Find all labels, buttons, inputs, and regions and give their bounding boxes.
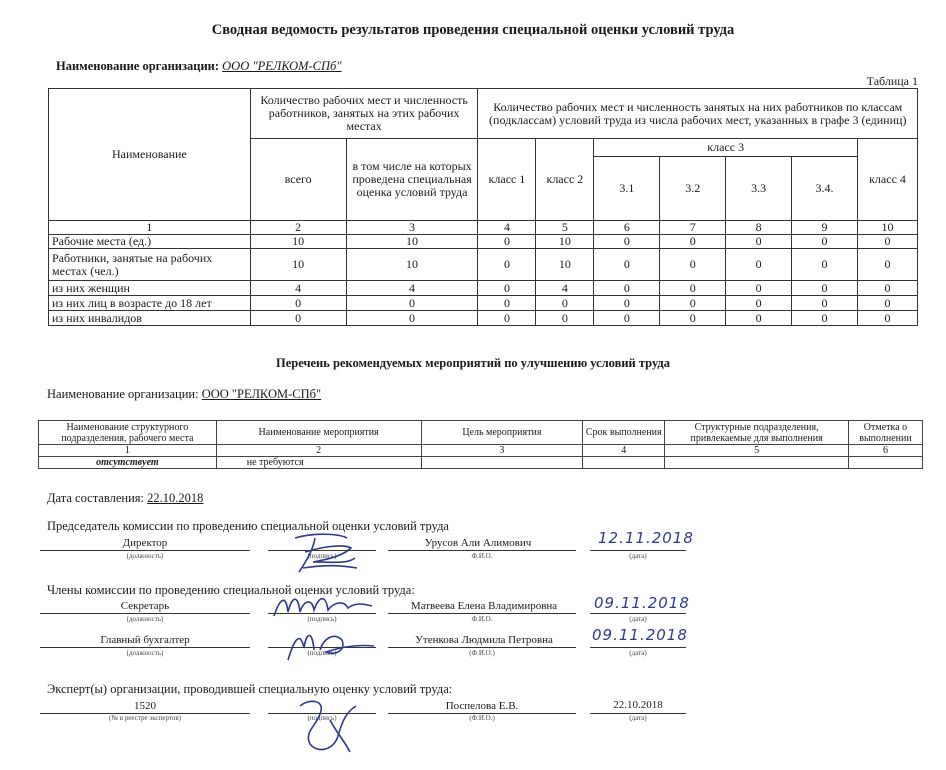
cell: 0	[726, 296, 792, 311]
member-date: 09.11.2018	[594, 594, 690, 612]
caption: Ф.И.О.	[471, 615, 493, 623]
cell: 0	[857, 311, 917, 326]
date-value: 22.10.2018	[147, 491, 204, 505]
table-row	[39, 457, 923, 469]
cell: 0	[536, 296, 594, 311]
expert-signature	[290, 692, 370, 760]
organization-label: Наименование организации:	[56, 59, 220, 73]
cell: 0	[478, 311, 536, 326]
cell: 0	[594, 311, 660, 326]
caption: (№ в реестре экспертов)	[108, 714, 181, 722]
cell	[583, 457, 665, 469]
cell: не требуются	[216, 457, 421, 469]
measures-header-mark: Отметка о выполнении	[848, 421, 922, 445]
cell: отсутствует	[39, 457, 217, 469]
member-signature	[280, 620, 380, 664]
header-class3-4: 3.4.	[792, 157, 858, 221]
member-fio: Матвеева Елена Владимировна	[410, 600, 558, 612]
header-name-cell: Наименование	[49, 89, 251, 221]
col-number: 4	[583, 445, 665, 457]
table-row	[49, 249, 918, 281]
cell: 0	[726, 235, 792, 249]
organization-value-2: ООО "РЕЛКОМ-СПб"	[201, 387, 322, 401]
member-signature	[268, 588, 378, 622]
header-class2: класс 2	[536, 139, 594, 221]
cell: 0	[250, 296, 346, 311]
col-number: 8	[726, 221, 792, 235]
header-class1: класс 1	[478, 139, 536, 221]
cell	[421, 457, 583, 469]
row-label: из них инвалидов	[49, 311, 251, 326]
cell: 0	[726, 311, 792, 326]
measures-table	[38, 420, 923, 469]
measures-header-unit: Наименование структурного подразделения, рабочего места	[39, 421, 217, 445]
cell: 0	[478, 281, 536, 296]
member-position: Главный бухгалтер	[100, 634, 190, 646]
col-number: 9	[792, 221, 858, 235]
col-number: 1	[49, 221, 251, 235]
cell: 0	[792, 235, 858, 249]
caption: (должность)	[126, 552, 164, 560]
summary-table-body	[48, 88, 918, 326]
caption: (подпись)	[307, 649, 337, 657]
cell: 10	[536, 235, 594, 249]
caption: (должность)	[126, 615, 164, 623]
col-number: 1	[39, 445, 217, 457]
col-number: 5	[536, 221, 594, 235]
member-position: Секретарь	[120, 600, 170, 612]
cell: 4	[250, 281, 346, 296]
caption: (дата)	[629, 552, 647, 560]
cell: 0	[478, 249, 536, 281]
caption: (дата)	[629, 615, 647, 623]
header-count-cell: Количество рабочих мест и численность работников, занятых на этих рабочих местах	[250, 89, 478, 139]
expert-fio: Поспелова Е.В.	[445, 700, 519, 712]
member-date: 09.11.2018	[592, 626, 688, 644]
cell: 0	[660, 281, 726, 296]
col-number: 4	[478, 221, 536, 235]
cell: 0	[660, 311, 726, 326]
organization-line-2	[47, 387, 321, 402]
header-classes-cell: Количество рабочих мест и численность занятых на них работников по классам (подклассам) условий труда из числа рабочих мест, указанных в графе 3 (единиц)	[478, 89, 918, 139]
cell: 0	[857, 281, 917, 296]
header-class3-3: 3.3	[726, 157, 792, 221]
cell: 0	[792, 296, 858, 311]
caption: (подпись)	[307, 714, 337, 722]
chair-signature	[285, 528, 365, 576]
organization-label-2: Наименование организации:	[47, 387, 199, 401]
chair-date: 12.11.2018	[598, 529, 694, 547]
cell	[848, 457, 922, 469]
col-number: 2	[250, 221, 346, 235]
table-row	[49, 296, 918, 311]
expert-registry: 1520	[134, 700, 156, 712]
organization-line	[56, 59, 342, 74]
header-class3-2: 3.2	[660, 157, 726, 221]
header-class4: класс 4	[857, 139, 917, 221]
cell: 0	[250, 311, 346, 326]
caption: (Ф.И.О.)	[469, 714, 495, 722]
cell: 0	[660, 235, 726, 249]
header-incl-cell: в том числе на которых проведена специальная оценка условий труда	[346, 139, 478, 221]
cell: 0	[594, 281, 660, 296]
row-label: из них лиц в возрасте до 18 лет	[49, 296, 251, 311]
row-label: Работники, занятые на рабочих местах (чел.)	[49, 249, 251, 281]
header-total-cell: всего	[250, 139, 346, 221]
cell: 10	[536, 249, 594, 281]
table-row	[49, 281, 918, 296]
cell: 0	[536, 311, 594, 326]
measures-header-term: Срок выполнения	[583, 421, 665, 445]
table-row	[49, 311, 918, 326]
cell: 0	[594, 249, 660, 281]
cell: 10	[250, 235, 346, 249]
cell: 10	[250, 249, 346, 281]
date-label: Дата составления:	[47, 491, 144, 505]
measures-header-goal: Цель мероприятия	[421, 421, 583, 445]
col-number: 2	[216, 445, 421, 457]
measures-header-departments: Структурные подразделения, привлекаемые для выполнения	[665, 421, 849, 445]
cell: 0	[792, 249, 858, 281]
col-number: 10	[857, 221, 917, 235]
cell: 0	[478, 296, 536, 311]
caption: (Ф.И.О.)	[469, 649, 495, 657]
document-title: Сводная ведомость результатов проведения специальной оценки условий труда	[211, 22, 735, 38]
member-fio: Утенкова Людмила Петровна	[415, 634, 553, 646]
col-number: 5	[665, 445, 849, 457]
cell: 0	[594, 296, 660, 311]
date-line	[47, 491, 203, 506]
expert-date: 22.10.2018	[613, 699, 663, 711]
chair-fio: Урусов Али Алимович	[424, 537, 532, 549]
cell	[665, 457, 849, 469]
col-number: 6	[594, 221, 660, 235]
col-number: 6	[848, 445, 922, 457]
cell: 4	[536, 281, 594, 296]
cell: 0	[792, 311, 858, 326]
cell: 0	[346, 311, 478, 326]
col-number: 3	[346, 221, 478, 235]
organization-value: ООО "РЕЛКОМ-СПб"	[222, 59, 342, 73]
measures-header-name: Наименование мероприятия	[216, 421, 421, 445]
row-label: Рабочие места (ед.)	[49, 235, 251, 249]
table-row	[49, 235, 918, 249]
expert-title: Эксперт(ы) организации, проводившей специальную оценку условий труда:	[47, 682, 453, 696]
chair-title: Председатель комиссии по проведению специальной оценки условий труда	[47, 519, 449, 533]
cell: 4	[346, 281, 478, 296]
chair-position: Директор	[122, 537, 168, 549]
cell: 0	[726, 249, 792, 281]
cell: 0	[478, 235, 536, 249]
col-number: 7	[660, 221, 726, 235]
cell: 0	[857, 249, 917, 281]
cell: 0	[660, 249, 726, 281]
caption: (подпись)	[307, 552, 337, 560]
caption: (подпись)	[307, 615, 337, 623]
cell: 0	[726, 281, 792, 296]
cell: 0	[792, 281, 858, 296]
caption: Ф.И.О.	[471, 552, 493, 560]
row-label: из них женщин	[49, 281, 251, 296]
table-caption: Таблица 1	[866, 74, 918, 88]
header-class3-1: 3.1	[594, 157, 660, 221]
cell: 0	[857, 296, 917, 311]
header-class3: класс 3	[594, 139, 858, 157]
cell: 0	[660, 296, 726, 311]
caption: (дата)	[629, 649, 647, 657]
col-number: 3	[421, 445, 583, 457]
cell: 0	[857, 235, 917, 249]
cell: 0	[594, 235, 660, 249]
caption: (должность)	[126, 649, 164, 657]
measures-title: Перечень рекомендуемых мероприятий по улучшению условий труда	[275, 356, 671, 370]
members-title: Члены комиссии по проведению специальной оценки условий труда:	[47, 583, 415, 597]
caption: (дата)	[629, 714, 647, 722]
cell: 0	[346, 296, 478, 311]
cell: 10	[346, 249, 478, 281]
cell: 10	[346, 235, 478, 249]
